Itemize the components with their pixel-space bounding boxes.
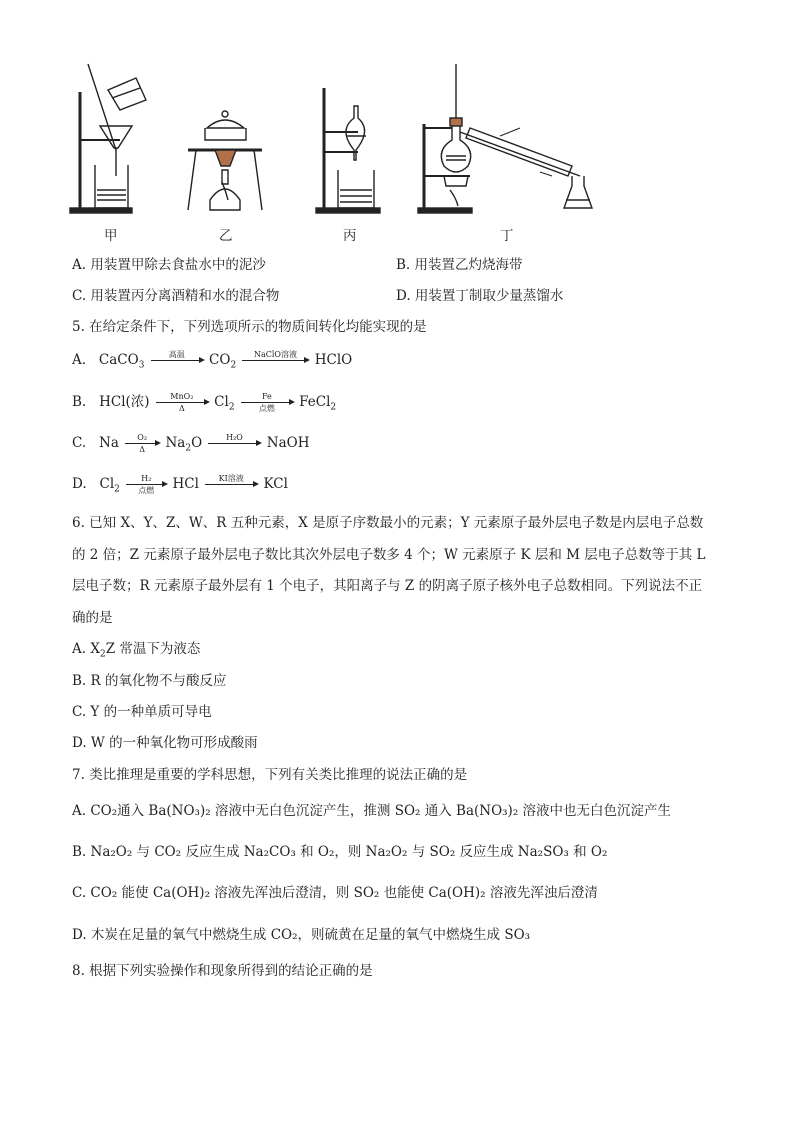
q4-option-a: A. 用装置甲除去食盐水中的泥沙 (72, 257, 266, 273)
reaction-arrow: NaClO溶液 (242, 350, 308, 371)
reaction-arrow: H₂ 点燃 (126, 474, 166, 495)
q5-option-c: C. Na $\frac{\text{O₂}}{\Delta}$ $Na_2O$ H₂O NaOH (72, 433, 310, 454)
q6-stem-line1: 6. 已知 X、Y、Z、W、R 五种元素，X 是原子序数最小的元素；Y 元素原子最外层电子数是内层电子总数 (72, 515, 704, 531)
apparatus-bing (316, 88, 380, 213)
q6-stem-line4: 确的是 (72, 610, 113, 626)
q4-option-b: B. 用装置乙灼烧海带 (396, 257, 523, 273)
label-bing: 丙 (343, 228, 357, 244)
q5-option-d: D. $Cl_2$ H₂ 点燃 HCl KI溶液 KCl (72, 474, 288, 495)
q4-option-c: C. 用装置丙分离酒精和水的混合物 (72, 288, 280, 304)
q7-option-d: D. 木炭在足量的氧气中燃烧生成 CO₂，则硫黄在足量的氧气中燃烧生成 SO₃ (72, 927, 531, 943)
q6-option-d: D. W 的一种氧化物可形成酸雨 (72, 735, 258, 751)
reaction-arrow: KI溶液 (205, 474, 257, 495)
apparatus-ding (418, 64, 592, 213)
apparatus-figure (0, 0, 794, 240)
q8-stem: 8. 根据下列实验操作和现象所得到的结论正确的是 (72, 963, 373, 979)
q5-option-a: A. CaCO$_3$ 高温 $CO_2$ NaClO溶液 HClO (72, 350, 353, 371)
reaction-arrow: 高温 (151, 350, 203, 371)
q5-option-b: B. HCl(浓) MnO₂ Δ $Cl_2$ Fe 点燃 FeCl$_2$ (72, 392, 337, 413)
reaction-arrow: Fe 点燃 (241, 392, 293, 413)
q6-option-b: B. R 的氧化物不与酸反应 (72, 673, 227, 689)
label-jia: 甲 (104, 228, 118, 244)
q6-stem-line2: 的 2 倍；Z 元素原子最外层电子数比其次外层电子数多 4 个；W 元素原子 K 层和 M 层电子总数等于其 L (72, 547, 706, 563)
reaction-arrow: MnO₂ Δ (156, 392, 208, 413)
apparatus-jia (70, 64, 146, 213)
q6-option-c: C. Y 的一种单质可导电 (72, 704, 212, 720)
q7-option-a: A. CO₂通入 Ba(NO₃)₂ 溶液中无白色沉淀产生，推测 SO₂ 通入 Ba(NO₃)₂ 溶液中也无白色沉淀产生 (72, 803, 672, 819)
label-yi: 乙 (219, 228, 233, 244)
q7-option-b: B. Na₂O₂ 与 CO₂ 反应生成 Na₂CO₃ 和 O₂，则 Na₂O₂ 与 SO₂ 反应生成 Na₂SO₃ 和 O₂ (72, 844, 608, 860)
q6-stem-line3: 层电子数；R 元素原子最外层有 1 个电子，其阳离子与 Z 的阴离子原子核外电子总数相同。下列说法不正 (72, 578, 703, 594)
q6-option-a: A. $X_2Z$ 常温下为液态 (72, 641, 201, 660)
apparatus-yi (188, 111, 262, 210)
q5-stem: 5. 在给定条件下，下列选项所示的物质间转化均能实现的是 (72, 319, 427, 335)
label-ding: 丁 (500, 228, 514, 244)
q7-option-c: C. CO₂ 能使 Ca(OH)₂ 溶液先浑浊后澄清，则 SO₂ 也能使 Ca(OH)₂ 溶液先浑浊后澄清 (72, 885, 598, 901)
reaction-arrow: $\frac{\text{O₂}}{\Delta}$ (125, 433, 159, 454)
q7-stem: 7. 类比推理是重要的学科思想，下列有关类比推理的说法正确的是 (72, 767, 468, 783)
q4-option-d: D. 用装置丁制取少量蒸馏水 (396, 288, 564, 304)
reaction-arrow: H₂O (208, 433, 260, 454)
